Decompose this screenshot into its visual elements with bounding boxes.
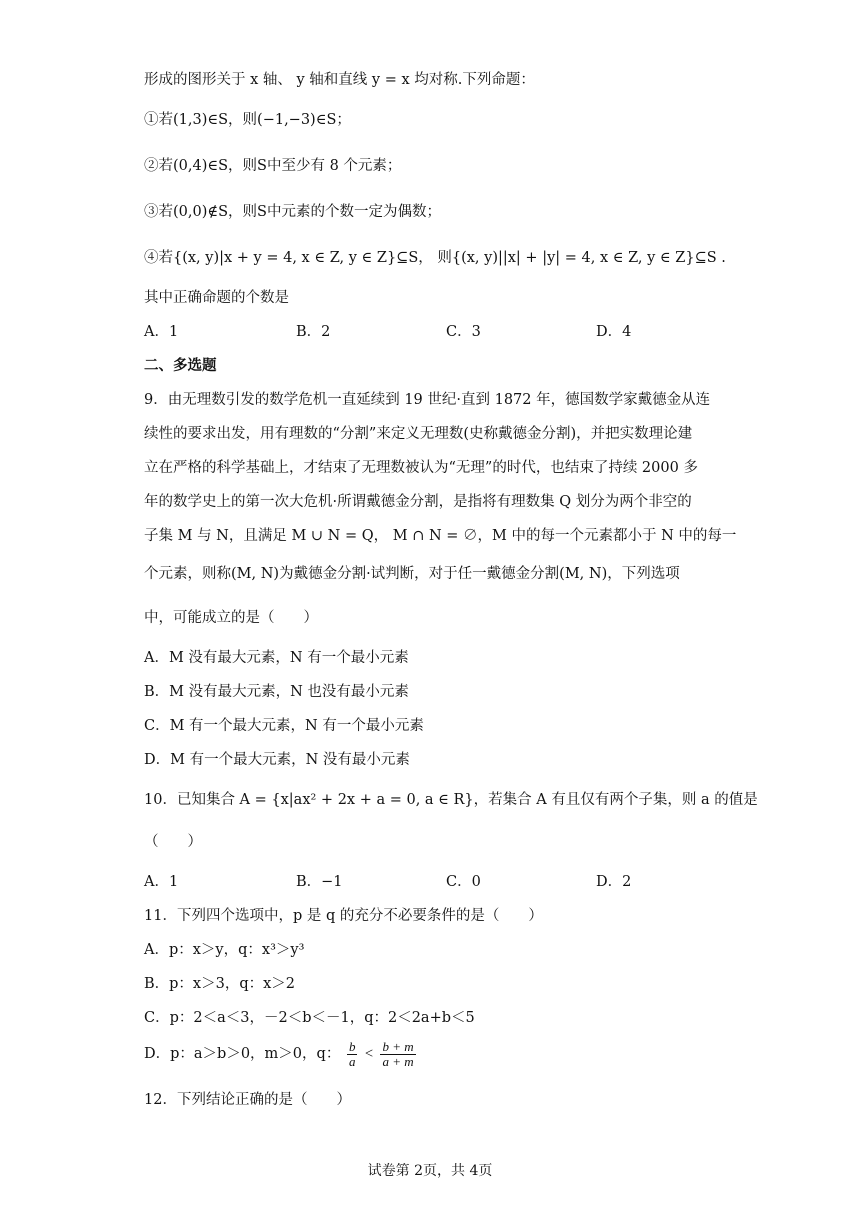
section-heading: 二、多选题 xyxy=(144,357,217,374)
fraction-bm-over-am xyxy=(380,1040,415,1069)
q11-option-b: B．p：x＞3，q：x＞2 xyxy=(144,976,296,992)
q11-option-a: A．p：x＞y，q：x³＞y³ xyxy=(144,942,305,958)
q8-statement-3: ③若(0,0)∉S，则S中元素的个数一定为偶数； xyxy=(144,204,441,220)
q10-option-b: B．−1 xyxy=(296,874,343,890)
fraction-denominator: a xyxy=(348,1053,356,1069)
q9-line-5: 子集 M 与 N，且满足 M ∪ N = Q， M ∩ N = ∅，M 中的每一个元素都小于 N 中的每一 xyxy=(144,528,737,544)
q10-option-a: A．1 xyxy=(144,874,179,890)
q9-option-d: D．M 有一个最大元素，N 没有最小元素 xyxy=(144,752,410,768)
q9-line-6: 个元素，则称(M, N)为戴德金分割·试判断，对于任一戴德金分割(M, N)，下列选项 xyxy=(144,566,680,582)
q9-option-a: A．M 没有最大元素，N 有一个最小元素 xyxy=(144,650,409,666)
q8-statement-1: ①若(1,3)∈S，则(−1,−3)∈S； xyxy=(144,112,351,128)
q9-line-1: 9．由无理数引发的数学危机一直延续到 19 世纪·直到 1872 年，德国数学家戴德金从连 xyxy=(144,392,711,408)
q10-blank: （ ） xyxy=(144,834,202,850)
q8-statement-4: ④若{(x, y)|x + y = 4, x ∈ Z, y ∈ Z}⊆S， 则{(x, y)||x| + |y| = 4, x ∈ Z, y ∈ Z}⊆S . xyxy=(144,250,726,266)
q11-stem: 11．下列四个选项中，p 是 q 的充分不必要条件的是（ ） xyxy=(144,908,543,924)
q8-intro: 形成的图形关于 x 轴、 y 轴和直线 y = x 均对称.下列命题： xyxy=(144,72,535,88)
q8-option-d: D．4 xyxy=(596,324,632,340)
q9-option-b: B．M 没有最大元素，N 也没有最小元素 xyxy=(144,684,409,700)
q9-line-7: 中，可能成立的是（ ） xyxy=(144,610,318,626)
q8-option-c: C．3 xyxy=(446,324,481,340)
less-than-sign: < xyxy=(364,1046,374,1062)
q8-statement-2: ②若(0,4)∈S，则S中至少有 8 个元素； xyxy=(144,158,402,174)
q8-option-b: B．2 xyxy=(296,324,331,340)
q11-option-d-prefix: D．p：a＞b＞0，m＞0，q： xyxy=(144,1046,341,1062)
q10-option-c: C．0 xyxy=(446,874,481,890)
q11-option-d xyxy=(144,1034,418,1074)
fraction-denominator: a + m xyxy=(382,1053,414,1069)
q9-line-4: 年的数学史上的第一次大危机·所谓戴德金分割，是指将有理数集 Q 划分为两个非空的 xyxy=(144,494,692,510)
q12-stem: 12．下列结论正确的是（ ） xyxy=(144,1092,351,1108)
q11-option-c: C．p：2＜a＜3，－2＜b＜－1，q：2＜2a+b＜5 xyxy=(144,1010,475,1026)
q10-stem: 10．已知集合 A = {x|ax² + 2x + a = 0, a ∈ R}，若集合 A 有且仅有两个子集，则 a 的值是 xyxy=(144,792,758,808)
q9-line-2: 续性的要求出发，用有理数的“分割”来定义无理数(史称戴德金分割)，并把实数理论建 xyxy=(144,426,693,442)
q8-option-a: A．1 xyxy=(144,324,179,340)
page-footer: 试卷第 2页，共 4页 xyxy=(367,1163,493,1179)
q10-option-d: D．2 xyxy=(596,874,632,890)
q9-option-c: C．M 有一个最大元素，N 有一个最小元素 xyxy=(144,718,424,734)
q9-line-3: 立在严格的科学基础上，才结束了无理数被认为“无理”的时代，也结束了持续 2000 多 xyxy=(144,460,698,476)
q8-ask: 其中正确命题的个数是 xyxy=(144,290,289,306)
fraction-numerator: b + m xyxy=(382,1038,414,1054)
fraction-b-over-a xyxy=(347,1040,358,1069)
fraction-numerator: b xyxy=(348,1038,356,1054)
